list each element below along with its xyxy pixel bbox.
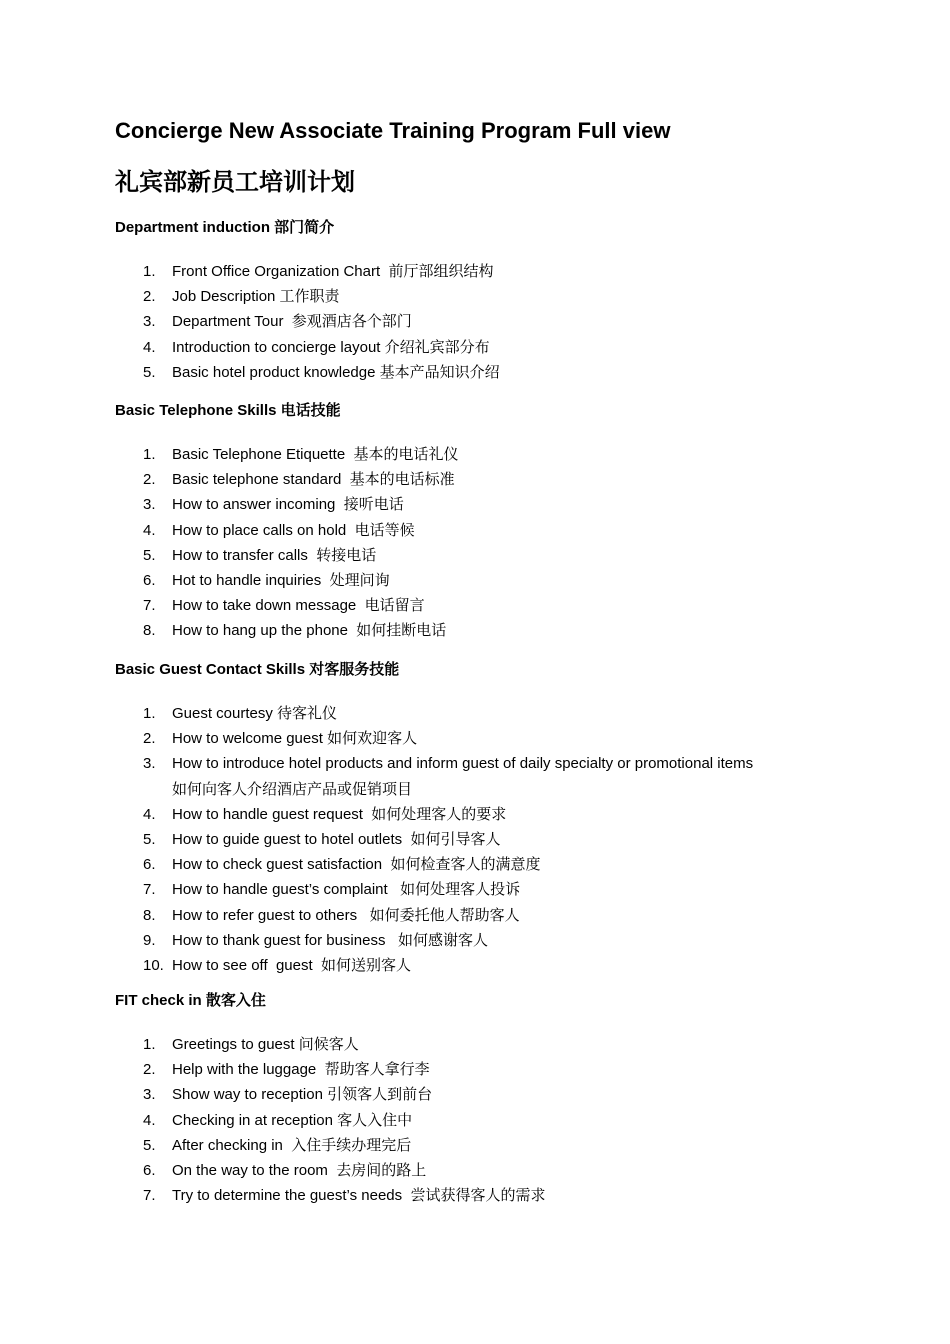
item-text: How to handle guest’s complaint 如何处理客人投诉 (172, 881, 521, 899)
list-item (115, 928, 875, 953)
item-list (115, 1032, 875, 1208)
section-fit-check-in (115, 991, 875, 1208)
item-number: 5. (143, 1136, 156, 1154)
item-text: How to take down message 电话留言 (172, 597, 425, 615)
list-item (115, 1032, 875, 1057)
item-number: 3. (143, 1086, 156, 1104)
item-list (115, 701, 875, 978)
item-number: 8. (143, 622, 156, 640)
section-heading: Basic Guest Contact Skills 对客服务技能 (115, 661, 400, 678)
list-item (115, 1082, 875, 1107)
item-text: Basic hotel product knowledge 基本产品知识介绍 (172, 363, 500, 381)
item-text: How to transfer calls 转接电话 (172, 546, 377, 564)
item-text: How to handle guest request 如何处理客人的要求 (172, 805, 507, 823)
item-number: 4. (143, 1111, 156, 1129)
list-item (115, 593, 875, 618)
item-text-zh: 如何向客人介绍酒店产品或促销项目 (172, 780, 413, 798)
item-text: Front Office Organization Chart 前厅部组织结构 (172, 263, 494, 280)
item-number: 9. (143, 931, 156, 949)
item-number: 1. (143, 1036, 156, 1053)
list-item (115, 751, 875, 801)
item-text: Hot to handle inquiries 处理问询 (172, 572, 390, 590)
list-item (115, 467, 875, 492)
item-text: Basic Telephone Etiquette 基本的电话礼仪 (172, 446, 459, 463)
item-number: 8. (143, 906, 156, 924)
list-item (115, 618, 875, 643)
list-item (115, 1183, 875, 1208)
list-item (115, 1133, 875, 1158)
item-number: 2. (143, 471, 156, 489)
list-item (115, 903, 875, 928)
item-number: 3. (143, 755, 156, 773)
list-item (115, 360, 875, 385)
item-text: Basic telephone standard 基本的电话标准 (172, 471, 455, 489)
list-item (115, 543, 875, 568)
list-item (115, 726, 875, 751)
item-text: How to welcome guest 如何欢迎客人 (172, 730, 418, 748)
item-text-multiline (172, 751, 875, 801)
item-number: 7. (143, 597, 156, 615)
section-heading: FIT check in 散客入住 (115, 992, 266, 1009)
item-text: Help with the luggage 帮助客人拿行李 (172, 1061, 430, 1079)
list-item (115, 877, 875, 902)
item-text: How to guide guest to hotel outlets 如何引导客人 (172, 831, 501, 849)
item-number: 2. (143, 1061, 156, 1079)
item-number: 1. (143, 446, 156, 463)
item-list (115, 442, 875, 644)
item-number: 2. (143, 288, 156, 306)
list-item (115, 335, 875, 360)
item-number: 1. (143, 705, 156, 722)
list-item (115, 259, 875, 284)
list-item (115, 1057, 875, 1082)
section-heading: Department induction 部门简介 (115, 219, 335, 236)
item-number: 7. (143, 1187, 156, 1205)
list-item (115, 492, 875, 517)
item-text: How to refer guest to others 如何委托他人帮助客人 (172, 906, 520, 924)
item-text: Department Tour 参观酒店各个部门 (172, 313, 412, 331)
item-number: 4. (143, 521, 156, 539)
section-department-induction (115, 218, 875, 385)
item-number: 3. (143, 313, 156, 331)
item-number: 3. (143, 496, 156, 514)
item-text: On the way to the room 去房间的路上 (172, 1162, 427, 1180)
document-title-zh: 礼宾部新员工培训计划 (115, 169, 355, 196)
item-text: How to place calls on hold 电话等候 (172, 521, 415, 539)
list-item (115, 568, 875, 593)
item-text: How to hang up the phone 如何挂断电话 (172, 622, 447, 640)
item-text: How to answer incoming 接听电话 (172, 496, 404, 514)
section-telephone-skills (115, 401, 875, 644)
list-item (115, 1108, 875, 1133)
item-number: 6. (143, 1162, 156, 1180)
item-number: 5. (143, 546, 156, 564)
item-text: How to check guest satisfaction 如何检查客人的满意度 (172, 856, 541, 874)
list-item (115, 284, 875, 309)
item-text: Checking in at reception 客人入住中 (172, 1111, 413, 1129)
section-guest-contact-skills (115, 660, 875, 978)
item-number: 6. (143, 856, 156, 874)
item-text: Try to determine the guest’s needs 尝试获得客人的需求 (172, 1187, 546, 1205)
item-number: 5. (143, 831, 156, 849)
item-list (115, 259, 875, 385)
item-text: Show way to reception 引领客人到前台 (172, 1086, 433, 1104)
section-heading: Basic Telephone Skills 电话技能 (115, 402, 341, 419)
item-number: 4. (143, 338, 156, 356)
list-item (115, 802, 875, 827)
item-text: After checking in 入住手续办理完后 (172, 1136, 412, 1154)
list-item (115, 309, 875, 334)
item-number: 4. (143, 805, 156, 823)
item-text: Guest courtesy 待客礼仪 (172, 705, 338, 722)
item-text: How to see off guest 如何送别客人 (172, 957, 411, 975)
list-item (115, 518, 875, 543)
item-number: 6. (143, 572, 156, 590)
list-item (115, 442, 875, 467)
item-text: Greetings to guest 问候客人 (172, 1036, 359, 1053)
list-item (115, 1158, 875, 1183)
item-number: 5. (143, 363, 156, 381)
list-item (115, 852, 875, 877)
list-item (115, 701, 875, 726)
document-title-en: Concierge New Associate Training Program Full view (115, 118, 671, 143)
item-number: 7. (143, 881, 156, 899)
item-number: 10. (143, 957, 164, 975)
item-number: 2. (143, 730, 156, 748)
item-text: How to thank guest for business 如何感谢客人 (172, 931, 488, 949)
list-item (115, 827, 875, 852)
item-text-en: How to introduce hotel products and inform guest of daily specialty or promotional items (172, 755, 754, 773)
item-number: 1. (143, 263, 156, 280)
item-text: Job Description 工作职责 (172, 288, 340, 306)
list-item (115, 953, 875, 978)
item-text: Introduction to concierge layout 介绍礼宾部分布 (172, 338, 490, 356)
